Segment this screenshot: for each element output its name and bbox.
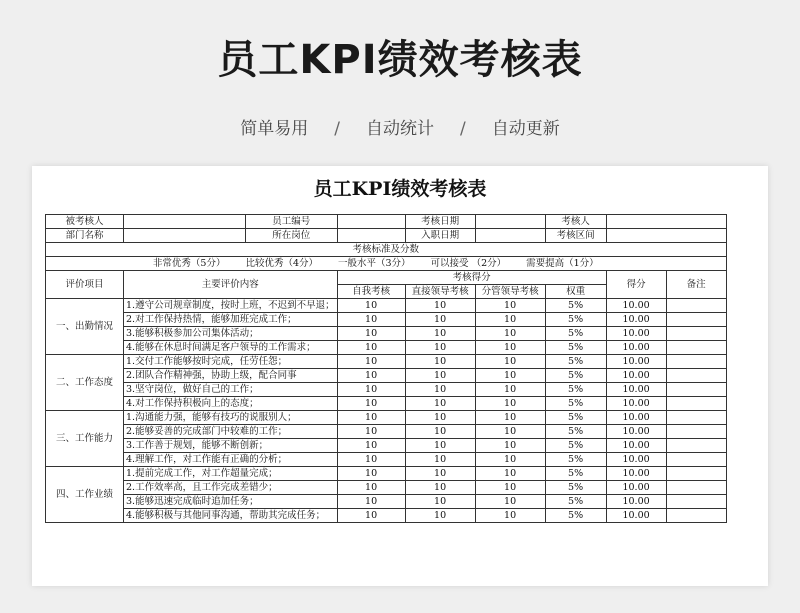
table-row [46,341,727,355]
weight-cell: 5% [545,327,606,341]
hero-tag: 自动统计 [366,119,434,139]
branch-score-cell[interactable]: 10 [475,467,545,481]
table-row [46,509,727,523]
branch-score-cell[interactable]: 10 [475,327,545,341]
direct-score-cell[interactable]: 10 [405,313,475,327]
remark-cell[interactable] [666,327,726,341]
weight-cell: 5% [545,439,606,453]
content-cell: 4.能够积极与其他同事沟通，帮助其完成任务； [124,509,338,523]
standard-header-row [46,243,727,257]
direct-score-cell[interactable]: 10 [405,453,475,467]
direct-score-cell[interactable]: 10 [405,383,475,397]
hero-separator: / [460,119,466,139]
direct-score-cell[interactable]: 10 [405,495,475,509]
table-row [46,411,727,425]
table-row [46,397,727,411]
score-cell: 10.00 [606,439,666,453]
remark-cell[interactable] [666,299,726,313]
content-cell: 4.理解工作，对工作能有正确的分析； [124,453,338,467]
weight-cell: 5% [545,509,606,523]
group-name-cell: 二、工作态度 [46,355,124,411]
self-score-cell[interactable]: 10 [337,341,405,355]
standard-item: 比较优秀（4分） [245,258,318,269]
weight-cell: 5% [545,383,606,397]
standard-header: 考核标准及分数 [46,243,727,257]
remark-cell[interactable] [666,439,726,453]
direct-score-cell[interactable]: 10 [405,299,475,313]
score-cell: 10.00 [606,355,666,369]
weight-cell: 5% [545,425,606,439]
table-row [46,453,727,467]
direct-score-cell[interactable]: 10 [405,369,475,383]
score-cell: 10.00 [606,425,666,439]
self-score-cell[interactable]: 10 [337,299,405,313]
table-row [46,439,727,453]
info-value-cell[interactable] [606,215,726,229]
remark-cell[interactable] [666,411,726,425]
weight-cell: 5% [545,313,606,327]
content-cell: 1.沟通能力强，能够有技巧的说服别人； [124,411,338,425]
score-cell: 10.00 [606,383,666,397]
branch-score-cell[interactable]: 10 [475,495,545,509]
score-cell: 10.00 [606,313,666,327]
table-row [46,481,727,495]
table-row [46,495,727,509]
info-label-cell: 被考核人 [46,215,124,229]
header-score-group: 考核得分 [337,271,606,285]
branch-score-cell[interactable]: 10 [475,509,545,523]
content-cell: 3.能够迅速完成临时追加任务； [124,495,338,509]
header-row [46,271,727,285]
content-cell: 2.能够妥善的完成部门中较难的工作； [124,425,338,439]
table-row [46,299,727,313]
content-cell: 2.对工作保持热情，能够加班完成工作； [124,313,338,327]
branch-score-cell[interactable]: 10 [475,453,545,467]
self-score-cell[interactable]: 10 [337,439,405,453]
self-score-cell[interactable]: 10 [337,509,405,523]
direct-score-cell[interactable]: 10 [405,509,475,523]
remark-cell[interactable] [666,495,726,509]
self-score-cell[interactable]: 10 [337,327,405,341]
direct-score-cell[interactable]: 10 [405,411,475,425]
hero-tags [0,114,800,139]
weight-cell: 5% [545,355,606,369]
info-value-cell[interactable] [475,215,545,229]
weight-cell: 5% [545,341,606,355]
table-row [46,369,727,383]
branch-score-cell[interactable]: 10 [475,425,545,439]
score-cell: 10.00 [606,481,666,495]
direct-score-cell[interactable]: 10 [405,355,475,369]
header-content: 主要评价内容 [124,271,338,299]
info-value-cell[interactable] [337,229,405,243]
weight-cell: 5% [545,299,606,313]
header-weight: 权重 [545,285,606,299]
sheet-title: 员工KPI绩效考核表 [313,178,487,200]
branch-score-cell[interactable]: 10 [475,397,545,411]
group-name-cell: 一、出勤情况 [46,299,124,355]
branch-score-cell[interactable]: 10 [475,299,545,313]
branch-score-cell[interactable]: 10 [475,383,545,397]
content-cell: 2.团队合作精神强，协助上级，配合同事 [124,369,338,383]
direct-score-cell[interactable]: 10 [405,481,475,495]
info-label-cell: 部门名称 [46,229,124,243]
self-score-cell[interactable]: 10 [337,383,405,397]
info-label-cell: 考核日期 [405,215,475,229]
score-cell: 10.00 [606,341,666,355]
content-cell: 1.交付工作能够按时完成，任劳任怨； [124,355,338,369]
header-self: 自我考核 [337,285,405,299]
self-score-cell[interactable]: 10 [337,355,405,369]
remark-cell[interactable] [666,509,726,523]
weight-cell: 5% [545,397,606,411]
score-cell: 10.00 [606,369,666,383]
branch-score-cell[interactable]: 10 [475,481,545,495]
content-cell: 4.对工作保持积极向上的态度； [124,397,338,411]
standard-item: 非常优秀（5分） [152,258,226,269]
branch-score-cell[interactable]: 10 [475,341,545,355]
info-value-cell[interactable] [475,229,545,243]
header-score: 得分 [606,271,666,299]
content-cell: 1.提前完成工作，对工作超量完成； [124,467,338,481]
info-label-cell: 考核区间 [545,229,606,243]
weight-cell: 5% [545,453,606,467]
direct-score-cell[interactable]: 10 [405,397,475,411]
info-label-cell: 员工编号 [246,215,338,229]
info-label-cell: 考核人 [545,215,606,229]
weight-cell: 5% [545,481,606,495]
remark-cell[interactable] [666,397,726,411]
remark-cell[interactable] [666,425,726,439]
direct-score-cell[interactable]: 10 [405,467,475,481]
self-score-cell[interactable]: 10 [337,313,405,327]
remark-cell[interactable] [666,481,726,495]
header-branch: 分管领导考核 [475,285,545,299]
remark-cell[interactable] [666,341,726,355]
info-row [46,229,727,243]
kpi-table [45,214,727,523]
standard-row [46,257,727,271]
hero-tag: 自动更新 [491,119,560,139]
info-value-cell[interactable] [606,229,726,243]
self-score-cell[interactable]: 10 [337,369,405,383]
direct-score-cell[interactable]: 10 [405,341,475,355]
content-cell: 3.坚守岗位，做好自己的工作； [124,383,338,397]
branch-score-cell[interactable]: 10 [475,369,545,383]
info-label-cell: 入职日期 [405,229,475,243]
self-score-cell[interactable]: 10 [337,495,405,509]
weight-cell: 5% [545,495,606,509]
info-label-cell: 所在岗位 [246,229,338,243]
standard-item: 可以接受 （2分） [430,258,507,269]
table-row [46,467,727,481]
info-row [46,215,727,229]
table-row [46,383,727,397]
remark-cell[interactable] [666,467,726,481]
header-remark: 备注 [666,271,726,299]
content-cell: 3.工作善于规划，能够不断创新； [124,439,338,453]
score-cell: 10.00 [606,509,666,523]
branch-score-cell[interactable]: 10 [475,313,545,327]
self-score-cell[interactable]: 10 [337,453,405,467]
score-cell: 10.00 [606,299,666,313]
info-value-cell[interactable] [124,229,246,243]
self-score-cell[interactable]: 10 [337,467,405,481]
content-cell: 1.遵守公司规章制度，按时上班，不迟到不早退； [124,299,338,313]
content-cell: 4.能够在休息时间满足客户领导的工作需求； [124,341,338,355]
content-cell: 3.能够积极参加公司集体活动； [124,327,338,341]
weight-cell: 5% [545,467,606,481]
hero-title: 员工KPI绩效考核表 [217,37,583,83]
hero-tag: 简单易用 [240,119,309,139]
content-cell: 2.工作效率高，且工作完成差错少； [124,481,338,495]
direct-score-cell[interactable]: 10 [405,425,475,439]
self-score-cell[interactable]: 10 [337,397,405,411]
score-cell: 10.00 [606,397,666,411]
self-score-cell[interactable]: 10 [337,425,405,439]
table-row [46,425,727,439]
direct-score-cell[interactable]: 10 [405,327,475,341]
direct-score-cell[interactable]: 10 [405,439,475,453]
remark-cell[interactable] [666,453,726,467]
remark-cell[interactable] [666,383,726,397]
branch-score-cell[interactable]: 10 [475,411,545,425]
standard-item: 一般水平（3分） [338,258,411,269]
group-name-cell: 三、工作能力 [46,411,124,467]
score-cell: 10.00 [606,467,666,481]
standards-cell [46,257,727,271]
weight-cell: 5% [545,369,606,383]
self-score-cell[interactable]: 10 [337,411,405,425]
weight-cell: 5% [545,411,606,425]
table-row [46,313,727,327]
spreadsheet-preview [32,166,768,586]
self-score-cell[interactable]: 10 [337,481,405,495]
score-cell: 10.00 [606,411,666,425]
table-row [46,327,727,341]
info-value-cell[interactable] [337,215,405,229]
branch-score-cell[interactable]: 10 [475,439,545,453]
score-cell: 10.00 [606,453,666,467]
header-direct: 直接领导考核 [405,285,475,299]
header-item: 评价项目 [46,271,124,299]
group-name-cell: 四、工作业绩 [46,467,124,523]
remark-cell[interactable] [666,355,726,369]
score-cell: 10.00 [606,495,666,509]
branch-score-cell[interactable]: 10 [475,355,545,369]
info-value-cell[interactable] [124,215,246,229]
remark-cell[interactable] [666,313,726,327]
standard-item: 需要提高（1分） [526,258,599,269]
table-row [46,355,727,369]
remark-cell[interactable] [666,369,726,383]
hero-separator: / [334,119,340,139]
score-cell: 10.00 [606,327,666,341]
